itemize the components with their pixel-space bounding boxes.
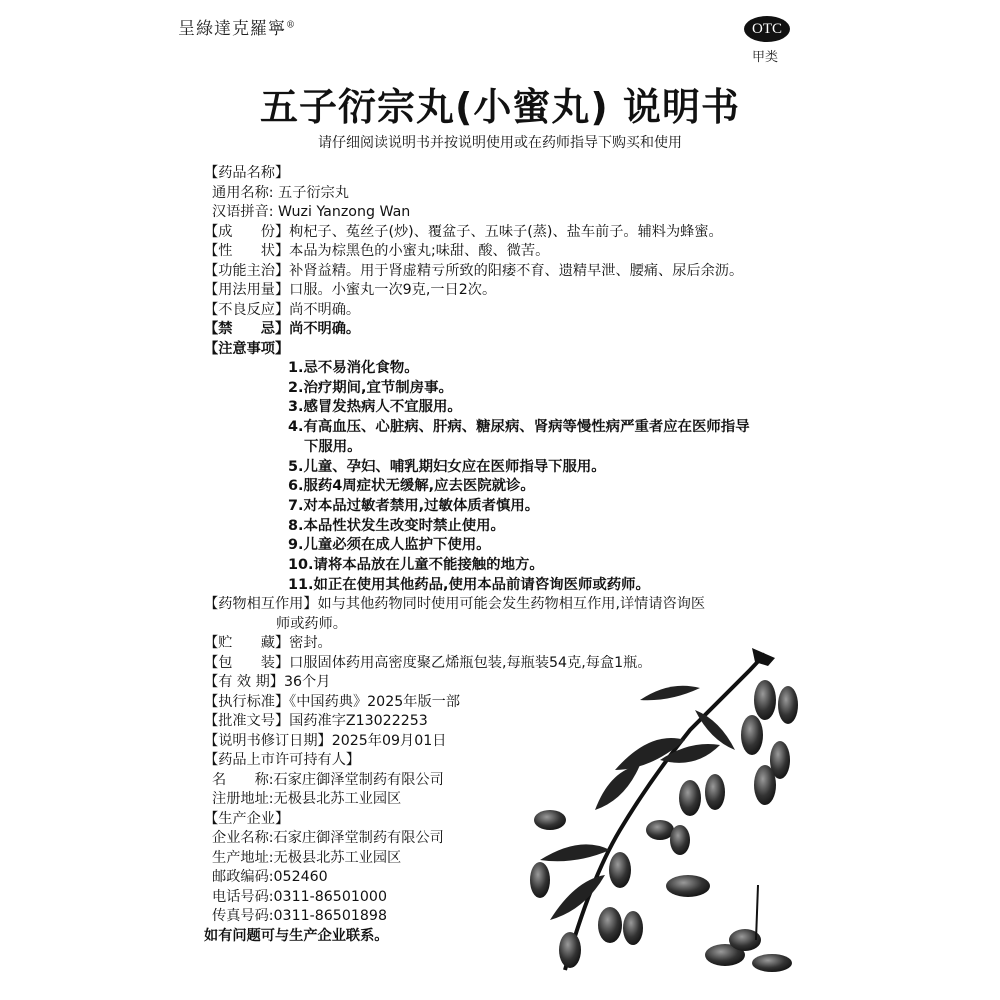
approval-number: 【批准文号】国药准字Z13022253 — [204, 713, 428, 730]
precaution-item: 1.忌不易消化食物。 — [288, 360, 419, 376]
precaution-item: 8.本品性状发生改变时禁止使用。 — [288, 517, 505, 534]
precaution-item: 11.如正在使用其他药品,使用本品前请咨询医师或药师。 — [288, 576, 650, 593]
storage: 【贮 藏】密封。 — [204, 635, 332, 652]
precaution-item: 7.对本品过敏者禁用,过敏体质者慎用。 — [288, 497, 540, 514]
precautions-list — [204, 359, 764, 595]
registered-mark: ® — [286, 20, 296, 31]
interactions-continued: 师或药师。 — [276, 615, 347, 632]
brand-name — [178, 14, 296, 39]
precaution-item: 3.感冒发热病人不宜服用。 — [288, 399, 462, 416]
precautions-heading: 【注意事项】 — [204, 340, 290, 357]
precaution-item: 4.有高血压、心脏病、肝病、糖尿病、肾病等慢性病严重者应在医师指导 — [288, 419, 750, 436]
manufacturer-heading: 【生产企业】 — [204, 810, 290, 827]
holder-address: 注册地址:无极县北苏工业园区 — [212, 791, 402, 808]
interactions: 【药物相互作用】如与其他药物同时使用可能会发生药物相互作用,详情请咨询医 — [204, 596, 706, 613]
manufacturer-address: 生产地址:无极县北苏工业园区 — [212, 849, 402, 866]
precaution-item: 10.请将本品放在儿童不能接触的地方。 — [288, 557, 544, 574]
page-title: 五子衍宗丸(小蜜丸) 说明书 — [260, 85, 740, 129]
holder-heading: 【药品上市许可持有人】 — [204, 752, 361, 769]
indications: 【功能主治】补肾益精。用于肾虚精亏所致的阳痿不育、遗精早泄、腰痛、尿后余沥。 — [204, 262, 744, 279]
ingredients: 【成 份】枸杞子、菟丝子(炒)、覆盆子、五味子(蒸)、盐车前子。辅料为蜂蜜。 — [204, 223, 723, 240]
drug-name-heading: 【药品名称】 — [204, 165, 290, 181]
revision-date: 【说明书修订日期】2025年09月01日 — [204, 732, 447, 749]
otc-class-label: 甲类 — [752, 50, 779, 65]
adverse-reactions: 【不良反应】尚不明确。 — [204, 301, 361, 318]
contraindications: 【禁 忌】尚不明确。 — [204, 321, 361, 337]
precaution-item: 5.儿童、孕妇、哺乳期妇女应在医师指导下服用。 — [288, 458, 606, 475]
fax-number: 传真号码:0311-86501898 — [212, 908, 387, 925]
precaution-item: 9.儿童必须在成人监护下使用。 — [288, 537, 491, 554]
otc-badge: OTC — [744, 16, 790, 42]
postal-code: 邮政编码:052460 — [212, 869, 328, 886]
holder-name: 名 称:石家庄御泽堂制药有限公司 — [212, 771, 444, 788]
standard: 【执行标准】《中国药典》2025年版一部 — [204, 693, 461, 710]
contact-note: 如有问题可与生产企业联系。 — [204, 927, 389, 944]
validity: 【有 效 期】36个月 — [204, 674, 331, 691]
manufacturer-name: 企业名称:石家庄御泽堂制药有限公司 — [212, 830, 444, 847]
phone-number: 电话号码:0311-86501000 — [212, 888, 387, 905]
precaution-item-continued: 下服用。 — [304, 438, 362, 455]
packaging: 【包 装】口服固体药用高密度聚乙烯瓶包装,每瓶装54克,每盒1瓶。 — [204, 654, 652, 671]
precaution-item: 6.服药4周症状无缓解,应去医院就诊。 — [288, 478, 535, 495]
properties: 【性 状】本品为棕黑色的小蜜丸;味甜、酸、微苦。 — [204, 243, 550, 259]
brand-text: 呈綠達克羅寧 — [178, 19, 286, 39]
page-subtitle: 请仔细阅读说明书并按说明使用或在药师指导下购买和使用 — [318, 135, 682, 151]
generic-name: 通用名称: 五子衍宗丸 — [212, 184, 349, 201]
dosage: 【用法用量】口服。小蜜丸一次9克,一日2次。 — [204, 282, 497, 298]
pinyin-name: 汉语拼音: Wuzi Yanzong Wan — [212, 204, 411, 220]
precaution-item: 2.治疗期间,宜节制房事。 — [288, 379, 453, 396]
goji-berry-branch-illustration — [520, 640, 820, 990]
